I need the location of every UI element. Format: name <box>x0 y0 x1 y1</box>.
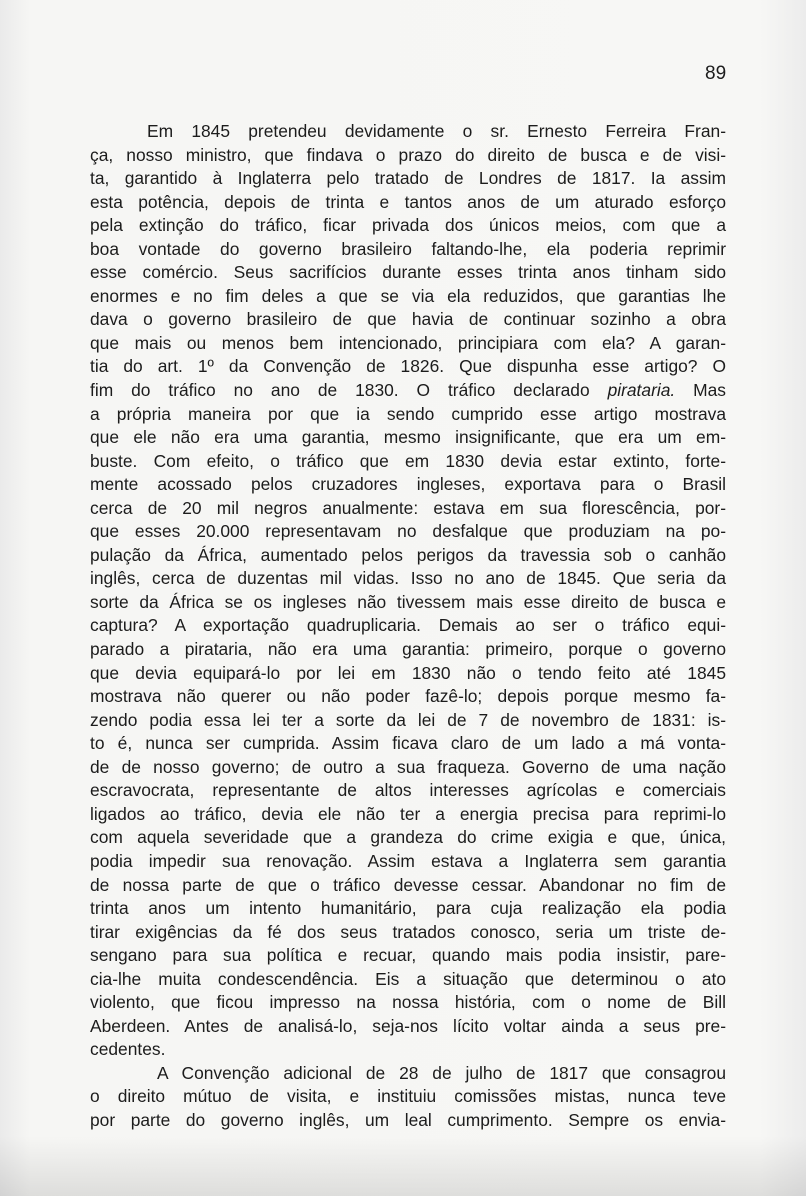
text-line: parado a pirataria, não era uma garantia: primeiro, porque o governo <box>90 639 726 660</box>
text-line-with-italic <box>90 379 726 403</box>
body-text <box>90 120 726 1133</box>
text-line: esta potência, depois de trinta e tantos anos de um aturado esforço <box>90 191 726 212</box>
text-line: sorte da África se os ingleses não tivessem mais esse direito de busca e <box>90 591 726 612</box>
text-line: inglês, cerca de duzentas mil vidas. Isso no ano de 1845. Que seria da <box>90 568 726 589</box>
text-segment: fim do tráfico no ano de 1830. O tráfico declarado <box>90 380 608 401</box>
text-segment: Mas <box>675 380 727 401</box>
text-line: zendo podia essa lei ter a sorte da lei de 7 de novembro de 1831: is- <box>90 709 726 730</box>
text-line: cerca de 20 mil negros anualmente: estava em sua florescência, por- <box>90 497 726 518</box>
text-line: o direito mútuo de visita, e instituiu comissões mistas, nunca teve <box>90 1086 726 1107</box>
text-line: mente acossado pelos cruzadores ingleses, exportava para o Brasil <box>90 474 726 495</box>
text-line: to é, nunca ser cumprida. Assim ficava claro de um lado a má vonta- <box>90 733 726 754</box>
text-line: boa vontade do governo brasileiro faltando-lhe, ela poderia reprimir <box>90 238 726 259</box>
text-line: Em 1845 pretendeu devidamente o sr. Ernesto Ferreira Fran- <box>147 121 726 141</box>
text-line: pela extinção do tráfico, ficar privada dos únicos meios, com que a <box>90 215 726 236</box>
text-line: sengano para sua política e recuar, quando mais podia insistir, pare- <box>90 945 726 966</box>
page-number: 89 <box>705 63 727 84</box>
text-line: que esses 20.000 representavam no desfalque que produziam na po- <box>90 521 726 542</box>
text-line: por parte do governo inglês, um leal cumprimento. Sempre os envia- <box>90 1109 726 1130</box>
text-line: buste. Com efeito, o tráfico que em 1830 devia estar extinto, forte- <box>90 450 726 471</box>
text-line: que ele não era uma garantia, mesmo insignificante, que era um em- <box>90 427 726 448</box>
text-line: violento, que ficou impresso na nossa história, com o nome de Bill <box>90 992 726 1013</box>
text-line: a própria maneira por que ia sendo cumprido esse artigo mostrava <box>90 403 726 424</box>
text-line: tirar exigências da fé dos seus tratados conosco, seria um triste de- <box>90 921 726 942</box>
text-line: de nossa parte de que o tráfico devesse cessar. Abandonar no fim de <box>90 874 726 895</box>
text-line: de de nosso governo; de outro a sua fraqueza. Governo de uma nação <box>90 756 726 777</box>
text-line: ligados ao tráfico, devia ele não ter a energia precisa para reprimi-lo <box>90 803 726 824</box>
text-line: cia-lhe muita condescendência. Eis a situação que determinou o ato <box>90 968 726 989</box>
text-line: ça, nosso ministro, que findava o prazo do direito de busca e de visi- <box>90 144 726 165</box>
text-line: trinta anos um intento humanitário, para cuja realização ela podia <box>90 898 726 919</box>
text-line: esse comércio. Seus sacrifícios durante esses trinta anos tinham sido <box>90 262 726 283</box>
text-line: dava o governo brasileiro de que havia de continuar sozinho a obra <box>90 309 726 330</box>
text-line: que devia equipará-lo por lei em 1830 não o tendo feito até 1845 <box>90 662 726 683</box>
italic-term: pirataria. <box>607 380 676 401</box>
text-line: pulação da África, aumentado pelos perigos da travessia sob o canhão <box>90 544 726 565</box>
text-line: captura? A exportação quadruplicaria. Demais ao ser o tráfico equi- <box>90 615 726 636</box>
text-line: podia impedir sua renovação. Assim estava a Inglaterra sem garantia <box>90 850 726 871</box>
text-line: mostrava não querer ou não poder fazê-lo; depois porque mesmo fa- <box>90 686 726 707</box>
text-line: ta, garantido à Inglaterra pelo tratado de Londres de 1817. Ia assim <box>90 168 726 189</box>
text-line: enormes e no fim deles a que se via ela reduzidos, que garantias lhe <box>90 285 726 306</box>
text-line: tia do art. 1º da Convenção de 1826. Que dispunha esse artigo? O <box>90 356 726 377</box>
paragraph-end-line: cedentes. <box>90 1039 166 1060</box>
text-line: com aquela severidade que a grandeza do crime exigia e que, única, <box>90 827 726 848</box>
text-line: A Convenção adicional de 28 de julho de 1817 que consagrou <box>157 1062 726 1083</box>
text-line: que mais ou menos bem intencionado, principiara com ela? A garan- <box>90 332 726 353</box>
text-line: escravocrata, representante de altos interesses agrícolas e comerciais <box>90 780 726 801</box>
text-line: Aberdeen. Antes de analisá-lo, seja-nos lícito voltar ainda a seus pre- <box>90 1015 726 1036</box>
